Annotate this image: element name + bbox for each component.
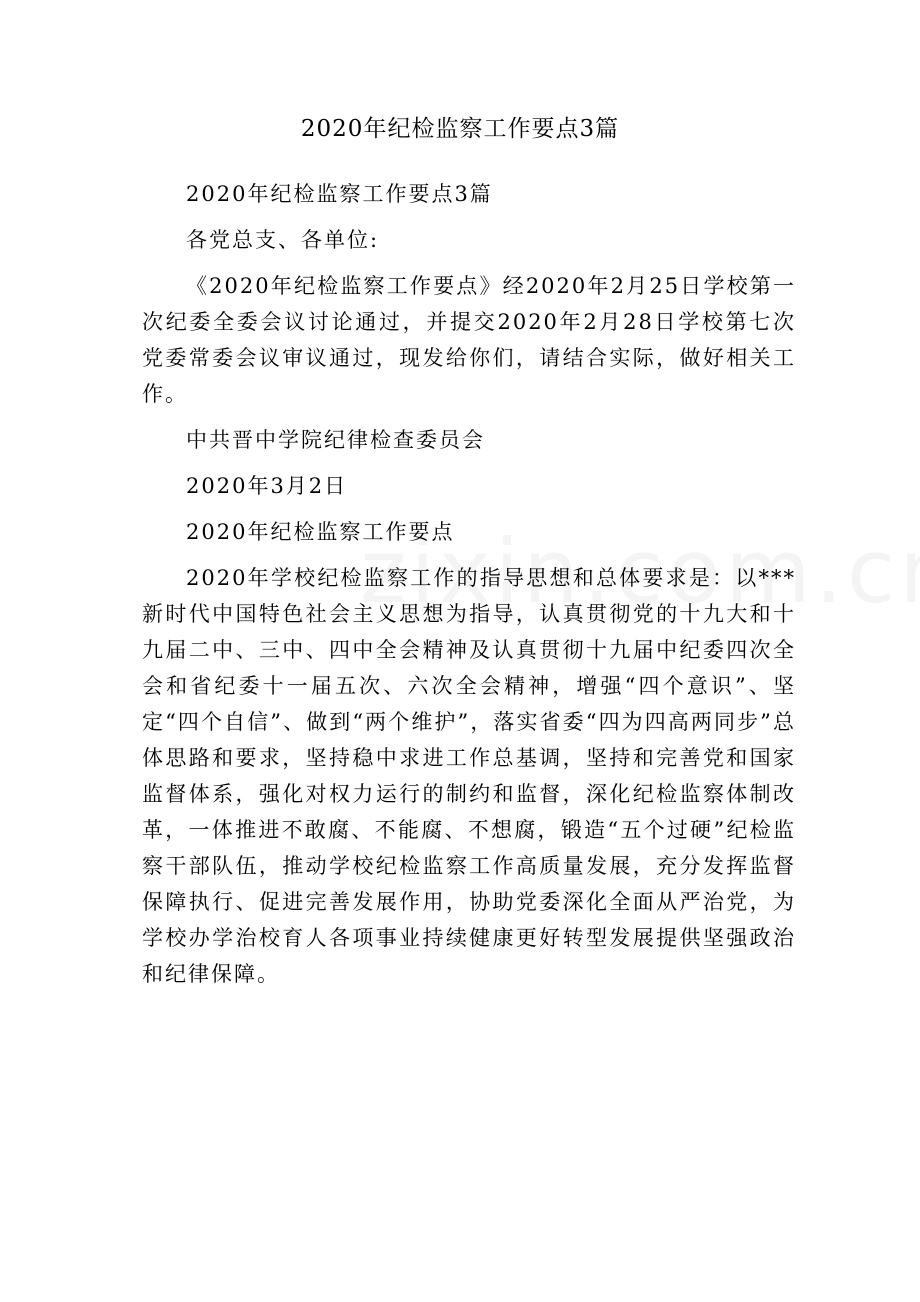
paragraph-notice: 《2020年纪检监察工作要点》经2020年2月25日学校第一次纪委全委会议讨论通过，并提交2020年2月28日学校第七次党委常委会议审议通过，现发给你们，请结合实际，做好相关工作。 <box>142 274 796 406</box>
paragraph-issuer: 中共晋中学院纪律检查委员会 <box>186 428 485 452</box>
paragraph-heading: 2020年纪检监察工作要点3篇 <box>186 182 493 206</box>
paragraph-salutation: 各党总支、各单位: <box>186 228 380 252</box>
document-body <box>142 176 796 1002</box>
paragraph-main: 2020年学校纪检监察工作的指导思想和总体要求是：以***新时代中国特色社会主义思想为指导，认真贯彻党的十九大和十九届二中、三中、四中全会精神及认真贯彻十九届中纪委四次全会和省纪委十一届五次、六次全会精神，增强“四个意识”、坚定“四个自信”、做到“两个维护”，落实省委“四为四高两同步”总体思路和要求，坚持稳中求进工作总基调，坚持和完善党和国家监督体系，强化对权力运行的制约和监督，深化纪检监察体制改革，一体推进不敢腐、不能腐、不想腐，锻造“五个过硬”纪检监察干部队伍，推动学校纪检监察工作高质量发展，充分发挥监督保障执行、促进完善发展作用，协助党委深化全面从严治党，为学校办学治校育人各项事业持续健康更好转型发展提供坚强政治和纪律保障。 <box>142 566 796 986</box>
paragraph-subtitle: 2020年纪检监察工作要点 <box>186 520 455 544</box>
document-title: 2020年纪检监察工作要点3篇 <box>300 116 620 142</box>
paragraph-date: 2020年3月2日 <box>186 474 348 498</box>
